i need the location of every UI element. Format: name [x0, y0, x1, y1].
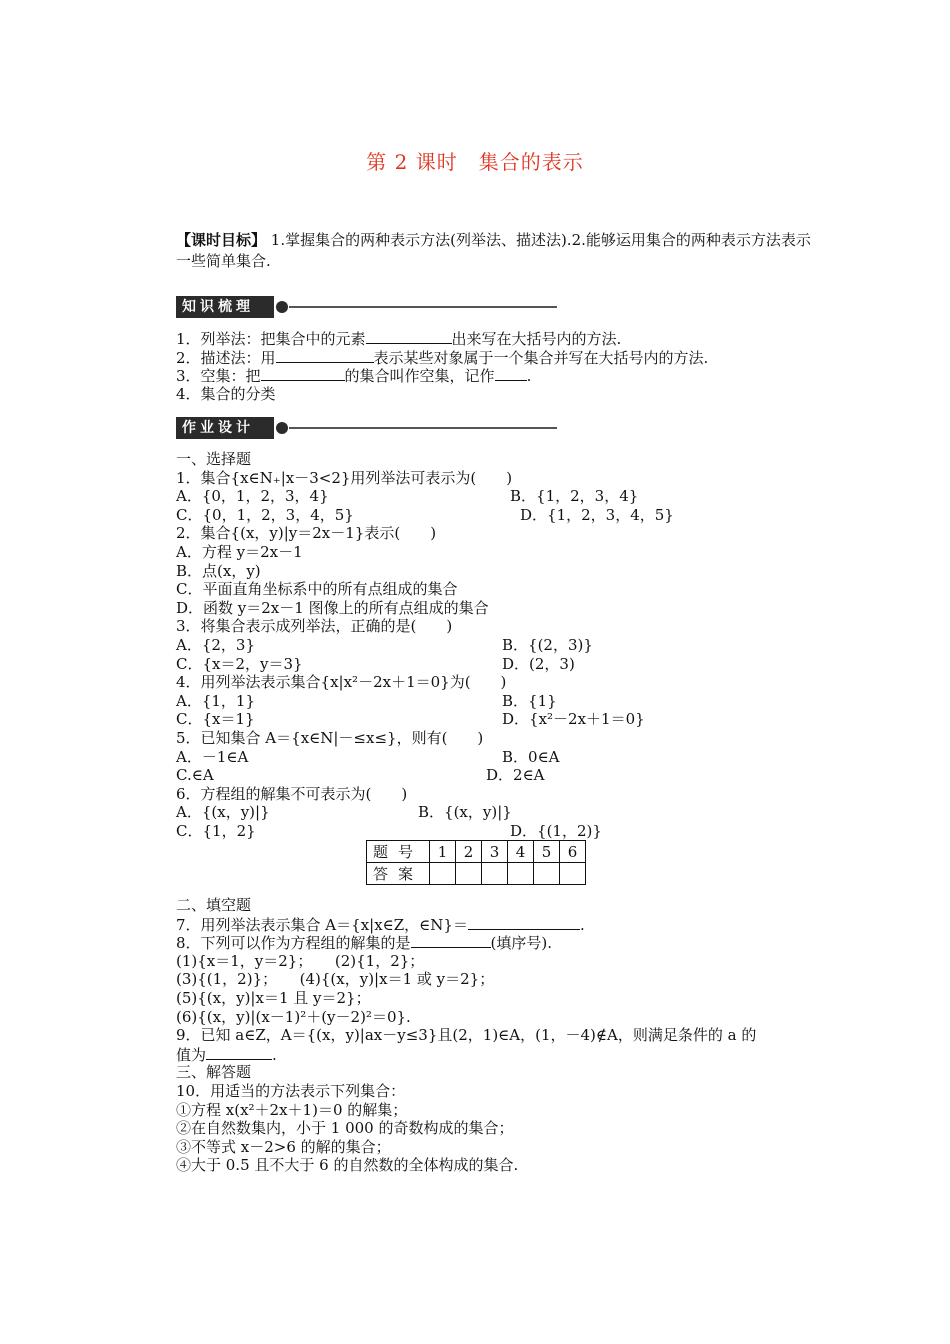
answer-cell[interactable]: [508, 863, 534, 885]
list-item: (5){(x，y)|x＝1 且 y＝2}；: [176, 988, 371, 1007]
part-title: 二、填空题: [176, 896, 252, 914]
item-text: 出来写在大括号内的方法.: [451, 330, 622, 348]
section-heading-label: 作业设计: [176, 417, 274, 439]
page-title: 第 2 课时 集合的表示: [366, 150, 584, 174]
option-row: [176, 748, 826, 767]
bullet-dot-icon: [276, 301, 288, 313]
table-row: [367, 841, 586, 863]
objective-tag: 【课时目标】: [176, 231, 267, 249]
fill-blank[interactable]: [261, 366, 345, 381]
question-stem: 2．集合{(x，y)|y＝2x－1}表示( ): [176, 524, 437, 543]
question-stem: 9．已知 a∈Z，A＝{(x，y)|ax－y≤3}且(2，1)∈A，(1，－4)∉A，则满足条件的 a 的: [176, 1026, 757, 1045]
row-label: 答案: [367, 863, 430, 885]
question-number: 6: [560, 841, 586, 863]
option-row: [176, 710, 826, 729]
list-item: (3){(1，2)}； (4){(x，y)|x＝1 或 y＝2}；: [176, 970, 495, 989]
option-row: [176, 803, 826, 822]
question-text: .: [579, 915, 585, 934]
option-c[interactable]: C．{x＝1}: [176, 710, 255, 729]
option-row: [176, 636, 826, 655]
knowledge-item: [176, 366, 826, 385]
option-d[interactable]: D．(2，3): [502, 654, 575, 673]
option-row: [176, 506, 826, 525]
list-item: ①方程 x(x²＋2x＋1)＝0 的解集；: [176, 1100, 408, 1119]
option-row: [176, 766, 826, 785]
section-heading-label: 知识梳理: [176, 296, 274, 318]
question-number: 2: [456, 841, 482, 863]
option-b[interactable]: B．0∈A: [502, 747, 560, 766]
option-b[interactable]: B．{(x，y)|}: [418, 803, 512, 822]
option-a[interactable]: A．{1，1}: [176, 691, 256, 710]
option-row: [176, 655, 826, 674]
answer-cell[interactable]: [534, 863, 560, 885]
table-row: [367, 863, 586, 885]
question-number: 4: [508, 841, 534, 863]
fill-questions: [176, 896, 826, 1175]
part-title: 三、解答题: [176, 1063, 252, 1082]
option-a[interactable]: A．方程 y＝2x－1: [176, 542, 303, 561]
question-number: 5: [534, 841, 560, 863]
option-row: [176, 822, 826, 841]
lesson-objective: [176, 230, 816, 272]
question-text: 8．下列可以作为方程组的解集的是: [176, 934, 411, 953]
answer-table: [366, 840, 586, 885]
option-d[interactable]: D．2∈A: [486, 766, 545, 785]
heading-rule: [289, 427, 557, 429]
answer-cell[interactable]: [456, 863, 482, 885]
option-c[interactable]: C．平面直角坐标系中的所有点组成的集合: [176, 580, 458, 599]
choice-questions: [176, 450, 826, 840]
question-number: 1: [430, 841, 456, 863]
option-d[interactable]: D．{(1，2)}: [510, 821, 602, 840]
option-a[interactable]: A．－1∈A: [176, 747, 249, 766]
item-text: 1．列举法：把集合中的元素: [176, 330, 366, 348]
list-item: ④大于 0.5 且不大于 6 的自然数的全体构成的集合.: [176, 1156, 519, 1175]
question-number: 3: [482, 841, 508, 863]
list-item: (6){(x，y)|(x－1)²＋(y－2)²＝0}.: [176, 1007, 411, 1026]
option-c[interactable]: C.∈A: [176, 766, 214, 785]
question-stem: 1．集合{x∈N₊|x－3<2}用列举法可表示为( ): [176, 468, 513, 487]
option-c[interactable]: C．{1，2}: [176, 821, 256, 840]
question-text: 值为: [176, 1045, 207, 1064]
question-stem: 10．用适当的方法表示下列集合：: [176, 1081, 406, 1100]
option-d[interactable]: D．函数 y＝2x－1 图像上的所有点组成的集合: [176, 598, 489, 617]
list-item: ③不等式 x－2>6 的解的集合；: [176, 1137, 391, 1156]
option-row: [176, 692, 826, 711]
bullet-dot-icon: [276, 422, 288, 434]
list-item: ②在自然数集内，小于 1 000 的奇数构成的集合；: [176, 1119, 514, 1138]
option-a[interactable]: A．{(x，y)|}: [176, 803, 270, 822]
item-text: .: [526, 367, 532, 386]
option-d[interactable]: D．{x²－2x＋1＝0}: [502, 710, 645, 729]
question-text: (填序号).: [490, 934, 553, 953]
question-stem: 6．方程组的解集不可表示为( ): [176, 784, 408, 803]
fill-blank[interactable]: [411, 933, 491, 948]
option-b[interactable]: B．点(x，y): [176, 561, 261, 580]
option-b[interactable]: B．{1，2，3，4}: [510, 487, 639, 506]
fill-blank[interactable]: [206, 1045, 272, 1060]
question-stem-continued: [176, 1045, 826, 1064]
question-stem: 3．将集合表示成列举法，正确的是( ): [176, 617, 453, 636]
heading-rule: [289, 306, 557, 308]
item-text: 3．空集：把: [176, 367, 261, 386]
item-text: 的集合叫作空集，记作: [344, 367, 495, 386]
option-c[interactable]: C．{x＝2，y＝3}: [176, 654, 303, 673]
fill-blank[interactable]: [276, 348, 374, 363]
answer-cell[interactable]: [430, 863, 456, 885]
knowledge-item: [176, 348, 826, 367]
question-text: .: [272, 1045, 277, 1064]
option-b[interactable]: B．{1}: [502, 691, 557, 710]
item-text: 2．描述法：用: [176, 348, 276, 367]
question-stem: [176, 933, 826, 952]
knowledge-item: [176, 329, 826, 348]
answer-cell[interactable]: [560, 863, 586, 885]
option-d[interactable]: D．{1，2，3，4，5}: [520, 505, 674, 524]
item-text: 4．集合的分类: [176, 384, 276, 403]
knowledge-list: [176, 329, 826, 403]
part-title: 一、选择题: [176, 450, 252, 468]
question-stem: 4．用列举法表示集合{x|x²－2x＋1＝0}为( ): [176, 673, 507, 692]
fill-blank[interactable]: [366, 329, 452, 344]
knowledge-item: [176, 385, 826, 404]
option-a[interactable]: A．{2，3}: [176, 635, 256, 654]
question-stem: 5．已知集合 A＝{x∈N|－≤x≤}，则有( ): [176, 728, 484, 747]
item-text: 表示某些对象属于一个集合并写在大括号内的方法.: [373, 348, 709, 367]
option-a[interactable]: A．{0，1，2，3，4}: [176, 487, 329, 506]
option-c[interactable]: C．{0，1，2，3，4，5}: [176, 505, 354, 524]
objective-text: 1.掌握集合的两种表示方法(列举法、描述法).2.能够运用集合的两种表示方法表示一些简单集合.: [176, 231, 811, 270]
fill-blank[interactable]: [468, 915, 580, 930]
list-item: (1){x＝1，y＝2}； (2){1，2}；: [176, 951, 425, 970]
fill-blank[interactable]: [495, 366, 527, 381]
row-label: 题号: [367, 841, 430, 863]
question-stem: [176, 915, 826, 934]
option-row: [176, 487, 826, 506]
answer-cell[interactable]: [482, 863, 508, 885]
option-b[interactable]: B．{(2，3)}: [502, 635, 593, 654]
question-text: 7．用列举法表示集合 A＝{x|x∈Z，∈N}＝: [176, 915, 468, 934]
